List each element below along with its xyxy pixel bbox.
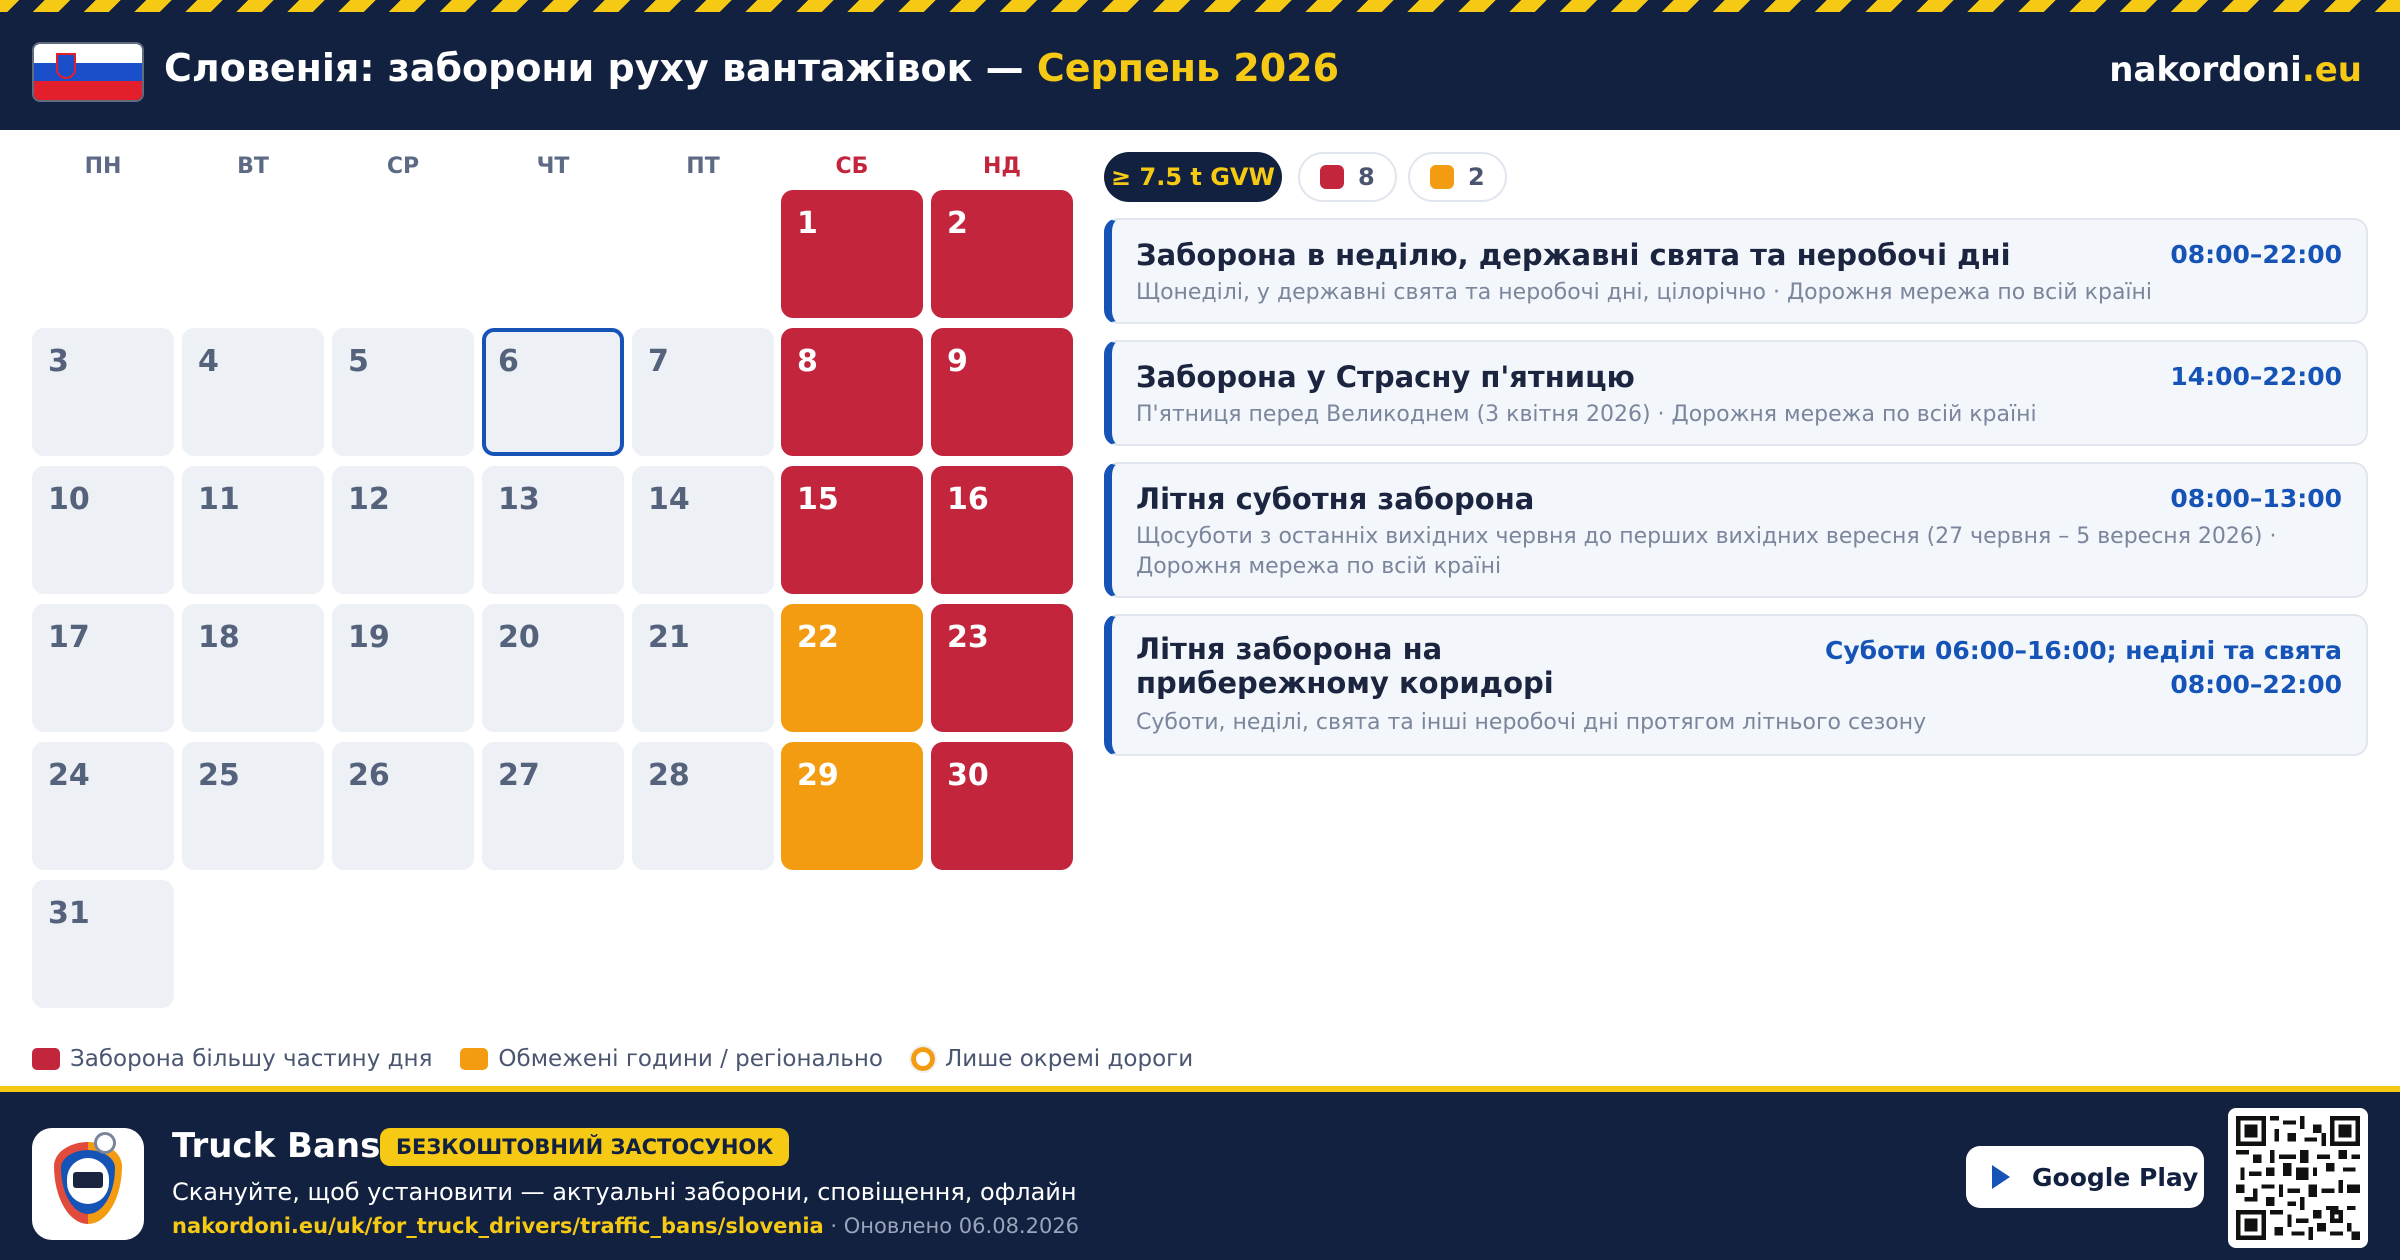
calendar-day[interactable] xyxy=(182,466,324,594)
day-number: 21 xyxy=(648,620,690,655)
legend-ring-label: Лише окремі дороги xyxy=(944,1046,1194,1072)
footer-promo xyxy=(0,1086,2400,1260)
google-play-button[interactable] xyxy=(1966,1146,2204,1208)
day-number: 15 xyxy=(797,482,839,517)
day-number: 19 xyxy=(348,620,390,655)
day-number: 14 xyxy=(648,482,690,517)
google-play-label: Google Play xyxy=(2032,1162,2199,1192)
day-number: 17 xyxy=(48,620,90,655)
calendar-day[interactable] xyxy=(781,742,923,870)
link-line xyxy=(172,1214,1079,1238)
rule-card[interactable] xyxy=(1104,340,2368,446)
calendar-day[interactable] xyxy=(182,742,324,870)
calendar-legend xyxy=(32,1044,1221,1074)
calendar-day[interactable] xyxy=(632,742,774,870)
legend-red-label: Заборона більшу частину дня xyxy=(70,1046,433,1072)
day-number: 20 xyxy=(498,620,540,655)
legend-orange-label: Обмежені години / регіонально xyxy=(498,1046,883,1072)
weekday-header: СР xyxy=(386,154,420,179)
day-number: 2 xyxy=(947,206,968,241)
day-number: 31 xyxy=(48,896,90,931)
day-number: 30 xyxy=(947,758,989,793)
calendar-day[interactable] xyxy=(32,328,174,456)
day-number: 12 xyxy=(348,482,390,517)
rule-card[interactable] xyxy=(1104,462,2368,598)
weekday-header: СБ xyxy=(835,154,869,179)
day-number: 9 xyxy=(947,344,968,379)
day-number: 1 xyxy=(797,206,818,241)
calendar-day[interactable] xyxy=(482,742,624,870)
day-number: 22 xyxy=(797,620,839,655)
calendar-day[interactable] xyxy=(781,466,923,594)
updated-text: · Оновлено 06.08.2026 xyxy=(823,1214,1080,1238)
hazard-stripe xyxy=(0,0,2400,12)
rule-subtitle: Щонеділі, у державні свята та неробочі дні, цілорічно · Дорожня мережа по всій країні xyxy=(1136,280,2153,305)
title-month: Серпень 2026 xyxy=(1036,46,1340,90)
day-number: 13 xyxy=(498,482,540,517)
day-number: 11 xyxy=(198,482,240,517)
calendar-day[interactable] xyxy=(332,604,474,732)
red-count: 8 xyxy=(1358,163,1375,191)
calendar-day[interactable] xyxy=(632,328,774,456)
calendar-day[interactable] xyxy=(931,190,1073,318)
calendar-day[interactable] xyxy=(482,604,624,732)
weekday-header: ПТ xyxy=(686,154,720,179)
day-number: 25 xyxy=(198,758,240,793)
orange-dot-icon xyxy=(1430,165,1454,189)
day-number: 18 xyxy=(198,620,240,655)
calendar-day[interactable] xyxy=(632,466,774,594)
day-number: 24 xyxy=(48,758,90,793)
brand-logo[interactable] xyxy=(2109,50,2362,90)
day-number: 10 xyxy=(48,482,90,517)
app-url-link[interactable]: nakordoni.eu/uk/for_truck_drivers/traffic_bans/slovenia xyxy=(172,1214,824,1238)
rule-title: Літня заборона на прибережному коридорі xyxy=(1136,632,1554,700)
calendar-day[interactable] xyxy=(332,466,474,594)
orange-count-chip[interactable] xyxy=(1408,152,1507,202)
calendar-day[interactable] xyxy=(332,742,474,870)
header-bar xyxy=(0,0,2400,130)
calendar-day[interactable] xyxy=(931,604,1073,732)
rule-title: Заборона у Страсну п'ятницю xyxy=(1136,360,1635,394)
day-number: 26 xyxy=(348,758,390,793)
calendar-day[interactable] xyxy=(182,604,324,732)
day-number: 5 xyxy=(348,344,369,379)
rule-time: 08:00–13:00 xyxy=(2170,484,2342,513)
calendar-day[interactable] xyxy=(482,466,624,594)
calendar-day[interactable] xyxy=(632,604,774,732)
day-number: 8 xyxy=(797,344,818,379)
rule-title: Заборона в неділю, державні свята та неробочі дні xyxy=(1136,238,2011,272)
scan-text: Скануйте, щоб установити — актуальні заборони, сповіщення, офлайн xyxy=(172,1178,1077,1206)
legend-item-ring xyxy=(911,1046,1193,1072)
calendar-day[interactable] xyxy=(931,742,1073,870)
calendar-day[interactable] xyxy=(781,328,923,456)
free-app-badge: БЕЗКОШТОВНИЙ ЗАСТОСУНОК xyxy=(380,1128,789,1166)
legend-item-orange xyxy=(460,1046,883,1072)
rule-time: 14:00–22:00 xyxy=(2170,362,2342,391)
day-number: 28 xyxy=(648,758,690,793)
play-icon xyxy=(1992,1165,2010,1189)
legend-item-red xyxy=(32,1046,432,1072)
orange-count: 2 xyxy=(1468,163,1485,191)
weekday-header: ПН xyxy=(84,154,122,179)
weekday-header: ВТ xyxy=(237,154,269,179)
day-number: 3 xyxy=(48,344,69,379)
calendar-day[interactable] xyxy=(32,742,174,870)
app-name: Truck Bans xyxy=(172,1126,381,1166)
calendar-day[interactable] xyxy=(781,190,923,318)
calendar-day[interactable] xyxy=(931,328,1073,456)
rule-card[interactable] xyxy=(1104,614,2368,756)
day-number: 16 xyxy=(947,482,989,517)
calendar-day-today[interactable] xyxy=(482,328,624,456)
calendar-day[interactable] xyxy=(32,466,174,594)
day-number: 7 xyxy=(648,344,669,379)
qr-code-icon[interactable] xyxy=(2228,1108,2368,1248)
slovenia-flag-icon xyxy=(34,44,142,100)
rule-subtitle: Щосуботи з останніх вихідних червня до перших вихідних вересня (27 червня – 5 вересня 2026) · Дорожня мережа по всій країні xyxy=(1136,524,2277,579)
rule-card[interactable] xyxy=(1104,218,2368,324)
calendar-day[interactable] xyxy=(32,604,174,732)
red-count-chip[interactable] xyxy=(1298,152,1397,202)
ring-swatch-icon xyxy=(911,1047,935,1071)
brand-main: nakordoni xyxy=(2109,50,2302,90)
day-number: 29 xyxy=(797,758,839,793)
calendar-day[interactable] xyxy=(32,880,174,1008)
day-number: 6 xyxy=(498,344,519,379)
gvw-filter-chip[interactable]: ≥ 7.5 t GVW xyxy=(1104,152,1282,202)
truck-bans-app-icon xyxy=(32,1128,144,1240)
brand-tld: .eu xyxy=(2301,50,2362,90)
rule-time: 08:00–22:00 xyxy=(2170,240,2342,269)
calendar-day[interactable] xyxy=(182,328,324,456)
weekday-header: НД xyxy=(982,154,1021,179)
orange-swatch-icon xyxy=(460,1048,488,1070)
title-main: Словенія: заборони руху вантажівок — xyxy=(164,46,1037,90)
rule-subtitle: П'ятниця перед Великоднем (3 квітня 2026) · Дорожня мережа по всій країні xyxy=(1136,402,2037,427)
red-dot-icon xyxy=(1320,165,1344,189)
rule-time: Суботи 06:00–16:00; неділі та свята 08:00–22:00 xyxy=(1824,636,2342,699)
page-title xyxy=(164,46,1339,90)
red-swatch-icon xyxy=(32,1048,60,1070)
rule-subtitle: Суботи, неділі, свята та інші неробочі дні протягом літнього сезону xyxy=(1136,710,1927,735)
rule-title: Літня суботня заборона xyxy=(1136,482,1535,516)
weekday-header: ЧТ xyxy=(536,154,570,179)
day-number: 27 xyxy=(498,758,540,793)
day-number: 4 xyxy=(198,344,219,379)
day-number: 23 xyxy=(947,620,989,655)
calendar-day[interactable] xyxy=(332,328,474,456)
calendar-day[interactable] xyxy=(931,466,1073,594)
calendar-day[interactable] xyxy=(781,604,923,732)
